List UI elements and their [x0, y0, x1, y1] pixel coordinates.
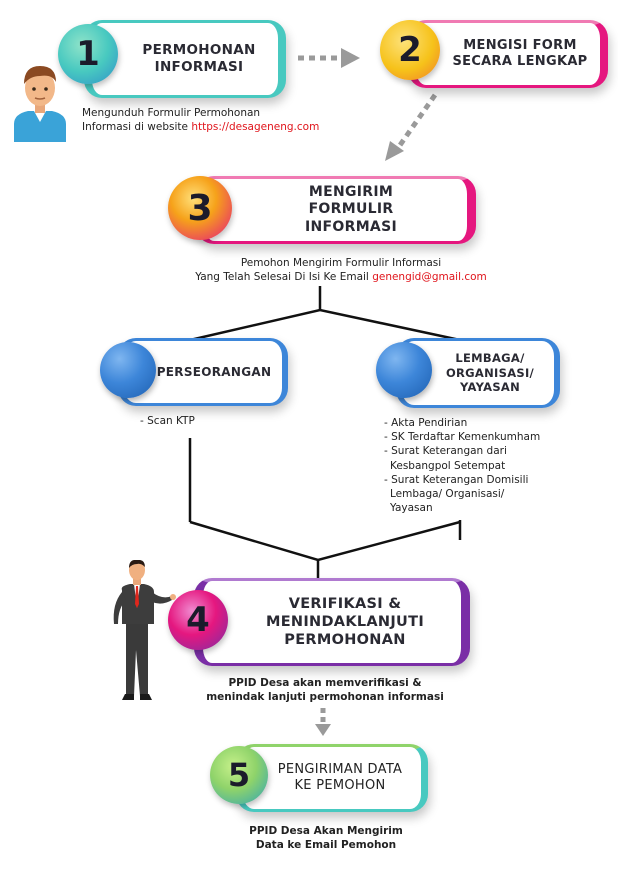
step-5-label: PENGIRIMAN DATA KE PEMOHON: [277, 761, 403, 793]
step-4-desc-line2: menindak lanjuti permohonan informasi: [206, 691, 444, 704]
website-link[interactable]: https://desageneng.com: [191, 121, 320, 134]
step-2-number: 2: [380, 20, 440, 80]
branch-org-icon: [376, 342, 432, 398]
step-5-desc-line1: PPID Desa Akan Mengirim: [249, 825, 403, 837]
requirement-item: Yayasan: [390, 502, 433, 515]
requirement-item: - Akta Pendirian: [384, 417, 468, 429]
step-3-desc-line2: Yang Telah Selesai Di Isi Ke Email: [195, 271, 373, 284]
step-4-label: VERIFIKASI & MENINDAKLANJUTI PERMOHONAN: [265, 595, 425, 649]
branch-personal-icon: [100, 342, 156, 398]
requirement-item: - Scan KTP: [140, 415, 195, 427]
step-1-label: PERMOHONAN INFORMASI: [142, 42, 256, 75]
requirement-item: - SK Terdaftar Kemenkumham: [384, 431, 541, 444]
step-2-label: MENGISI FORM SECARA LENGKAP: [452, 37, 588, 69]
branch-org-label: LEMBAGA/ ORGANISASI/ YAYASAN: [445, 351, 535, 395]
step-5-number: 5: [210, 746, 268, 804]
requirement-item: - Surat Keterangan Domisili: [384, 473, 529, 486]
step-3-label: MENGIRIM FORMULIR INFORMASI: [305, 183, 397, 235]
step-5-desc-line2: Data ke Email Pemohon: [255, 839, 397, 852]
step-4-description: [190, 676, 460, 704]
officer-illustration: [96, 560, 176, 700]
step-1-description: [82, 106, 319, 134]
step-1-desc-line2: Informasi di website: [82, 121, 192, 134]
step-1-desc-line1: Mengunduh Formulir Permohonan: [82, 107, 261, 119]
step-4-desc-line1: PPID Desa akan memverifikasi &: [228, 677, 422, 689]
requirement-item: Lembaga/ Organisasi/: [390, 487, 505, 500]
requirement-item: Kesbangpol Setempat: [390, 459, 506, 472]
branch-org-requirements: [384, 416, 584, 515]
branch-personal-label: PERSEORANGAN: [156, 364, 272, 379]
step-3-number: 3: [168, 176, 232, 240]
step-3-box: [196, 176, 476, 244]
branch-personal-requirements: [140, 414, 195, 428]
requirement-item: - Surat Keterangan dari: [384, 445, 507, 458]
email-address[interactable]: genengid@gmail.com: [372, 271, 487, 284]
step-4-box: [194, 578, 470, 666]
step-5-description: [226, 824, 426, 852]
step-3-description: [176, 256, 506, 284]
step-4-number: 4: [168, 590, 228, 650]
step-1-number: 1: [58, 24, 118, 84]
step-3-desc-line1: Pemohon Mengirim Formulir Informasi: [240, 257, 442, 269]
